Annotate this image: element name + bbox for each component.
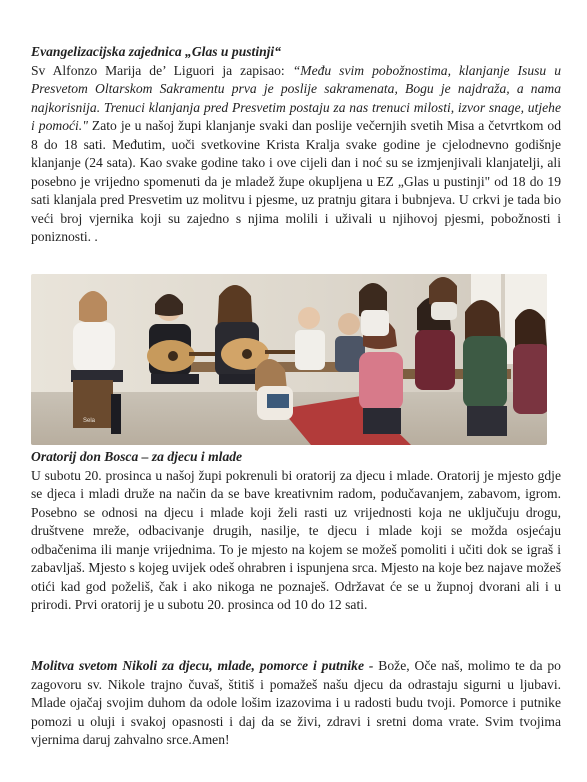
section-adoration-intro: Sv Alfonzo Marija de’ Liguori ja zapisao: [31,62,293,78]
section-adoration-text [31,43,561,247]
youth-worship-photo [31,274,547,445]
section-prayer [31,657,561,750]
section-oratory-body: U subotu 20. prosinca u našoj župi pokrenuli bi oratorij za djecu i mlade. Oratorij je mjesto gdje se djeca i mladi druže na način da se bave kreativnim radom, podučavanjem, zabavom, igrom. Posebno se odnosi na djecu i mlade koji želi rasti uz vrijednosti koja ne uključuju drogu, društvene mreže, odbacivanje drugih, nasilje, te djecu i mlade koji se možda osjećaju odbačenima ili manje vrijednima. To je mjesto na kojem se možeš pomoliti i učiti dok se igraš i zabavljaš. Mjesto s kojeg uvijek odeš ohrabren i ispunjena srca. Mjesto na koje bez najave možeš otići kad god poželiš, čak i ako nikoga ne poznaješ. Održavat će se u župnoj dvorani ali i u prirodi. Prvi oratorij je u subotu 20. prosinca od 10 do 12 sati. [31,467,561,612]
section-oratory-text [31,448,561,615]
section-prayer-text [31,657,561,750]
section-oratory [31,448,561,615]
section-adoration-heading: Evangelizacijska zajednica „Glas u pustinji“ [31,44,282,59]
section-adoration-body: Zato je u našoj župi klanjanje svaki dan poslije večernjih svetih Misa a četvrtkom od 8 do 18 sati. Međutim, uoči svetkovine Krista Kralja svake godine je cjelodnevno godišnje klanjanje (24 sata). Kao svake godine tako i ove cijeli dan i noć su se izmjenjivali klanjatelji, ali posebno je vrijedno spomenuti da je mladež župe okupljena u EZ „Glas u pustinji" od 18 do 19 sati klanjala pred Presvetim uz molitvu i pjesme, uz pratnju gitara i bubnjeva. U crkvi je tada bio veći broj vjernika koji su zajedno s njima molili i uživali u njihovoj pjesmi, pobožnosti i poniznosti. . [31,118,562,244]
liguori-quote: “Među svim pobožnostima, klanjanje Isusu u Presvetom Oltarskom Sakramentu prva je poslije sakramenata, Bogu je najdraža, a nama najkorisnija. Trenuci klanjanja pred Presvetim postaju za nas trenuci milosti, izvor snage, utjehe i pomoći." [31,62,561,133]
cajon-brand: Sela [83,418,96,424]
section-adoration [31,43,561,247]
section-prayer-heading: Molitva svetom Nikoli za djecu, mlade, pomorce i putnike - [31,658,374,673]
section-prayer-body: Bože, Oče naš, molimo te da po zagovoru sv. Nikole trajno čuvaš, štitiš i pomažeš našu djecu da odrastaju sigurni u ljubavi. Mlade ojačaj svojim duhom da odole lošim izazovima i u radosti budu tvoji. Pomorce i putnike pomozi u oluji i svakoj opasnosti i daj da se živi, zdravi i sretni doma vrate. Svim tvojima vjernima daruj zahvalno srce.Amen! [31,658,561,747]
youth-worship-illustration [31,274,547,445]
section-oratory-heading: Oratorij don Bosca – za djecu i mlade [31,449,243,464]
